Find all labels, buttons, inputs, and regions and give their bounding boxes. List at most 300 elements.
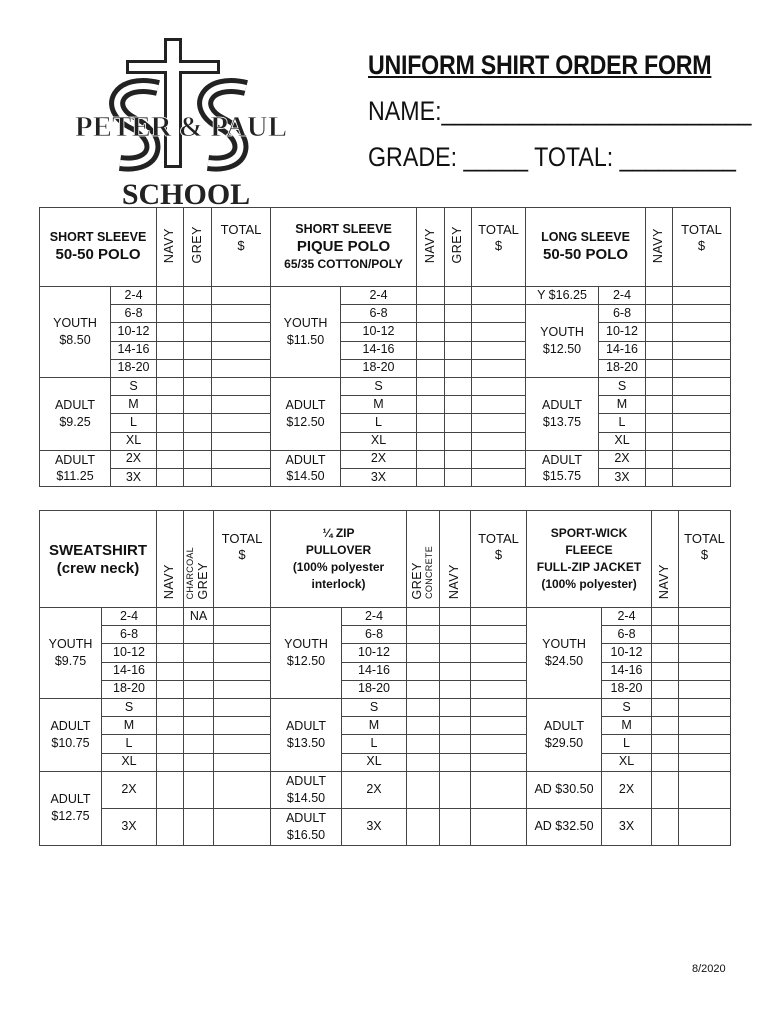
size-label: 2X <box>341 450 417 468</box>
total-cell[interactable] <box>472 396 526 414</box>
qty-grey-cell[interactable] <box>184 432 212 450</box>
total-cell[interactable] <box>212 359 271 377</box>
qty-navy-cell[interactable] <box>646 414 673 432</box>
qty-grey-cell[interactable] <box>407 808 440 845</box>
qty-grey-cell[interactable] <box>445 396 472 414</box>
total-cell[interactable] <box>679 608 731 626</box>
qty-navy-cell[interactable] <box>440 644 471 662</box>
total-cell[interactable] <box>471 608 527 626</box>
sweatshirt-adult-group <box>40 698 102 771</box>
qty-navy-cell[interactable] <box>646 432 673 450</box>
total-cell[interactable] <box>212 414 271 432</box>
qty-grey-cell[interactable] <box>184 377 212 395</box>
sweatshirt-total-header: TOTAL $ <box>214 511 271 608</box>
pique-youth-group <box>271 287 341 378</box>
qty-grey-cell[interactable] <box>184 323 212 341</box>
size-label: 18-20 <box>342 680 407 698</box>
total-cell[interactable] <box>673 377 731 395</box>
qty-navy-cell[interactable] <box>157 644 184 662</box>
name-field[interactable]: NAME:________________________ <box>368 96 752 126</box>
qty-grey-cell[interactable] <box>445 341 472 359</box>
table-row <box>40 698 731 716</box>
qty-navy-cell[interactable] <box>652 680 679 698</box>
group-price: $13.75 <box>542 414 582 429</box>
table-row <box>40 662 731 680</box>
qty-grey-cell[interactable] <box>445 377 472 395</box>
qty-grey-cell[interactable] <box>184 450 212 468</box>
size-label: 3X <box>102 808 157 845</box>
quarter-zip-grey-concrete-header: GREY CONCRETE <box>407 511 440 608</box>
qty-navy-cell[interactable] <box>440 662 471 680</box>
qty-grey-cell[interactable] <box>445 359 472 377</box>
qty-grey-cell[interactable] <box>407 698 440 716</box>
qty-navy-cell[interactable] <box>157 450 184 468</box>
size-label: M <box>599 396 646 414</box>
size-label: 3X <box>599 468 646 486</box>
qty-navy-cell[interactable] <box>652 698 679 716</box>
group-label: ADULT <box>543 718 585 733</box>
total-cell[interactable] <box>214 626 271 644</box>
size-label: 2-4 <box>111 287 157 305</box>
size-label: 2-4 <box>341 287 417 305</box>
size-label: 14-16 <box>102 662 157 680</box>
size-label: 6-8 <box>602 626 652 644</box>
group-label: ADULT <box>285 718 327 733</box>
total-cell[interactable] <box>472 341 526 359</box>
qty-navy-cell[interactable] <box>646 468 673 486</box>
qty-grey-cell[interactable] <box>407 753 440 771</box>
qty-grey-cell[interactable] <box>407 644 440 662</box>
size-label: XL <box>599 432 646 450</box>
total-cell[interactable] <box>472 468 526 486</box>
quarter-zip-total-header: TOTAL $ <box>471 511 527 608</box>
qty-navy-cell[interactable] <box>646 396 673 414</box>
total-cell[interactable] <box>212 432 271 450</box>
qty-navy-cell[interactable] <box>440 626 471 644</box>
qty-navy-cell[interactable] <box>440 698 471 716</box>
size-label: M <box>342 717 407 735</box>
qty-navy-cell[interactable] <box>417 432 445 450</box>
size-label: XL <box>111 432 157 450</box>
table-row <box>40 808 731 845</box>
table-row <box>40 735 731 753</box>
qty-grey-cell[interactable] <box>407 771 440 808</box>
qty-navy-cell[interactable] <box>440 735 471 753</box>
qty-charcoal-cell[interactable] <box>184 717 214 735</box>
qty-navy-cell[interactable] <box>417 359 445 377</box>
size-label: 3X <box>342 808 407 845</box>
total-cell[interactable] <box>471 680 527 698</box>
size-label: S <box>602 698 652 716</box>
qty-navy-cell[interactable] <box>652 753 679 771</box>
group-price: $12.50 <box>286 414 325 429</box>
total-cell[interactable] <box>673 432 731 450</box>
size-label: M <box>602 717 652 735</box>
total-cell[interactable] <box>673 323 731 341</box>
ls-youth-group <box>526 305 599 378</box>
group-label: ADULT <box>50 718 91 733</box>
qty-navy-cell[interactable] <box>440 608 471 626</box>
table-row <box>40 377 731 395</box>
pique-polo-grey-header: GREY <box>445 208 472 287</box>
table-row <box>40 771 731 808</box>
qty-navy-cell[interactable] <box>652 644 679 662</box>
qty-grey-cell[interactable] <box>184 468 212 486</box>
size-label: XL <box>342 753 407 771</box>
table-row <box>40 359 731 377</box>
qty-navy-cell[interactable] <box>157 414 184 432</box>
ls-youth-first-price: Y $16.25 <box>526 287 599 305</box>
grade-total-field[interactable]: GRADE: _____ TOTAL: _________ <box>368 142 736 172</box>
quarter-zip-header: ¼ ZIP PULLOVER (100% polyester interlock) <box>271 511 407 608</box>
qty-charcoal-cell[interactable] <box>184 680 214 698</box>
qty-grey-cell[interactable] <box>184 305 212 323</box>
size-label: M <box>341 396 417 414</box>
total-cell[interactable] <box>214 753 271 771</box>
total-cell[interactable] <box>679 717 731 735</box>
qty-grey-cell[interactable] <box>445 468 472 486</box>
table-row <box>40 323 731 341</box>
qzip-adult-2x-group <box>271 771 342 808</box>
fleece-navy-header: NAVY <box>652 511 679 608</box>
size-label: S <box>342 698 407 716</box>
qty-navy-cell[interactable] <box>652 717 679 735</box>
qty-navy-cell[interactable] <box>417 414 445 432</box>
group-label: YOUTH <box>283 316 328 331</box>
qty-charcoal-cell[interactable] <box>184 698 214 716</box>
total-cell[interactable] <box>472 450 526 468</box>
pique-adult-plus-group <box>271 450 341 486</box>
qty-navy-cell[interactable] <box>646 450 673 468</box>
total-cell[interactable] <box>472 414 526 432</box>
group-price: $11.50 <box>286 332 325 347</box>
total-cell[interactable] <box>679 735 731 753</box>
qty-grey-cell[interactable] <box>407 626 440 644</box>
qty-navy-cell[interactable] <box>417 396 445 414</box>
qty-navy-cell[interactable] <box>157 305 184 323</box>
qty-charcoal-cell[interactable] <box>184 644 214 662</box>
group-label: ADULT <box>54 452 96 467</box>
size-label: S <box>102 698 157 716</box>
table-row <box>40 287 731 305</box>
size-label: 2-4 <box>102 608 157 626</box>
size-label: 2-4 <box>342 608 407 626</box>
group-price: $29.50 <box>544 735 584 750</box>
qty-navy-cell[interactable] <box>157 287 184 305</box>
group-price: $11.25 <box>56 469 94 484</box>
qty-grey-cell[interactable] <box>445 305 472 323</box>
size-label: 2X <box>111 450 157 468</box>
group-label: YOUTH <box>48 637 93 652</box>
qty-grey-cell[interactable] <box>184 396 212 414</box>
qty-navy-cell[interactable] <box>157 662 184 680</box>
total-cell[interactable] <box>214 808 271 845</box>
qty-charcoal-cell[interactable] <box>184 753 214 771</box>
group-label: ADULT <box>285 773 327 788</box>
total-cell[interactable] <box>673 396 731 414</box>
total-cell[interactable] <box>679 626 731 644</box>
sweatshirt-adult-plus-group <box>40 771 102 845</box>
qty-navy-cell[interactable] <box>417 305 445 323</box>
qty-navy-cell[interactable] <box>157 680 184 698</box>
total-cell[interactable] <box>673 305 731 323</box>
qty-navy-cell[interactable] <box>157 808 184 845</box>
total-cell[interactable] <box>673 468 731 486</box>
qty-grey-cell[interactable] <box>445 287 472 305</box>
qty-grey-cell[interactable] <box>445 323 472 341</box>
qty-navy-cell[interactable] <box>646 305 673 323</box>
qty-charcoal-cell[interactable] <box>184 626 214 644</box>
qty-grey-cell[interactable] <box>445 432 472 450</box>
total-cell[interactable] <box>679 771 731 808</box>
fleece-adult-group <box>527 698 602 771</box>
ss-polo-grey-header: GREY <box>184 208 212 287</box>
qty-navy-cell[interactable] <box>157 377 184 395</box>
qty-navy-cell[interactable] <box>417 287 445 305</box>
qty-navy-cell[interactable] <box>157 396 184 414</box>
table-row <box>40 644 731 662</box>
group-price: $16.50 <box>286 827 326 842</box>
qty-navy-cell[interactable] <box>157 717 184 735</box>
qty-grey-cell[interactable] <box>407 717 440 735</box>
qty-navy-cell[interactable] <box>417 450 445 468</box>
revision-date: 8/2020 <box>692 963 726 975</box>
total-cell[interactable] <box>472 323 526 341</box>
total-cell[interactable] <box>472 432 526 450</box>
bottom-order-grid <box>39 510 731 846</box>
size-label: XL <box>102 753 157 771</box>
group-price: $9.75 <box>54 653 87 668</box>
qty-navy-cell[interactable] <box>440 680 471 698</box>
qty-navy-cell[interactable] <box>417 323 445 341</box>
qty-navy-cell[interactable] <box>646 377 673 395</box>
qty-navy-cell[interactable] <box>157 432 184 450</box>
qty-navy-cell[interactable] <box>157 468 184 486</box>
fleece-total-header: TOTAL $ <box>679 511 731 608</box>
qty-navy-cell[interactable] <box>652 626 679 644</box>
total-cell[interactable] <box>471 644 527 662</box>
qty-navy-cell[interactable] <box>652 662 679 680</box>
size-label: 2X <box>342 771 407 808</box>
group-price: $12.75 <box>51 809 90 824</box>
total-cell[interactable] <box>214 608 271 626</box>
size-label: 6-8 <box>111 305 157 323</box>
group-label: YOUTH <box>53 316 97 331</box>
qty-navy-cell[interactable] <box>417 377 445 395</box>
group-price: $9.25 <box>59 414 91 429</box>
size-label: S <box>341 377 417 395</box>
table-row <box>40 680 731 698</box>
qty-navy-cell[interactable] <box>652 735 679 753</box>
qty-navy-cell[interactable] <box>157 359 184 377</box>
total-cell[interactable] <box>214 680 271 698</box>
qty-grey-cell[interactable] <box>445 450 472 468</box>
total-cell[interactable] <box>212 468 271 486</box>
total-cell[interactable] <box>471 771 527 808</box>
qty-navy-cell[interactable] <box>417 468 445 486</box>
size-label: 2-4 <box>599 287 646 305</box>
qzip-adult-group <box>271 698 342 771</box>
total-cell[interactable] <box>472 359 526 377</box>
size-label: 14-16 <box>599 341 646 359</box>
qty-navy-cell[interactable] <box>646 323 673 341</box>
qty-navy-cell[interactable] <box>646 287 673 305</box>
size-label: 2X <box>599 450 646 468</box>
qty-grey-cell[interactable] <box>407 680 440 698</box>
total-cell[interactable] <box>673 359 731 377</box>
qty-navy-cell[interactable] <box>157 771 184 808</box>
total-cell[interactable] <box>212 377 271 395</box>
size-label: 14-16 <box>602 662 652 680</box>
qty-navy-cell[interactable] <box>157 735 184 753</box>
size-label: 14-16 <box>111 341 157 359</box>
total-cell[interactable] <box>472 377 526 395</box>
qty-grey-cell[interactable] <box>184 359 212 377</box>
size-label: L <box>602 735 652 753</box>
qty-grey-cell[interactable] <box>184 414 212 432</box>
qty-navy-cell[interactable] <box>157 323 184 341</box>
total-cell[interactable] <box>472 287 526 305</box>
total-cell[interactable] <box>679 680 731 698</box>
qty-navy-cell[interactable] <box>646 359 673 377</box>
qty-navy-cell[interactable] <box>157 608 184 626</box>
size-label: L <box>111 414 157 432</box>
size-label: 10-12 <box>342 644 407 662</box>
ls-adult-plus-group <box>526 450 599 486</box>
total-cell[interactable] <box>673 287 731 305</box>
group-label: ADULT <box>285 452 326 467</box>
table-row <box>40 396 731 414</box>
total-cell[interactable] <box>673 341 731 359</box>
total-cell[interactable] <box>212 450 271 468</box>
size-label: L <box>599 414 646 432</box>
group-label: ADULT <box>50 792 91 807</box>
size-label: 10-12 <box>602 644 652 662</box>
sweatshirt-youth-group <box>40 608 102 699</box>
group-label: ADULT <box>54 397 96 412</box>
total-cell[interactable] <box>679 753 731 771</box>
total-cell[interactable] <box>214 698 271 716</box>
total-cell[interactable] <box>214 735 271 753</box>
size-label: 6-8 <box>342 626 407 644</box>
group-price: $24.50 <box>544 653 584 668</box>
total-cell[interactable] <box>472 305 526 323</box>
size-label: 14-16 <box>342 662 407 680</box>
group-price: $13.50 <box>286 735 326 750</box>
qty-navy-cell[interactable] <box>417 341 445 359</box>
group-label: YOUTH <box>540 325 584 340</box>
quarter-zip-navy-header: NAVY <box>440 511 471 608</box>
qty-charcoal-cell[interactable] <box>184 735 214 753</box>
size-label: 6-8 <box>599 305 646 323</box>
svg-text:SCHOOL: SCHOOL <box>121 178 251 208</box>
total-cell[interactable] <box>212 396 271 414</box>
total-cell[interactable] <box>214 717 271 735</box>
group-price: $12.50 <box>542 342 582 357</box>
group-label: ADULT <box>285 397 326 412</box>
qty-grey-cell[interactable] <box>184 341 212 359</box>
table-row <box>40 305 731 323</box>
size-label: 10-12 <box>111 323 157 341</box>
total-cell[interactable] <box>679 662 731 680</box>
charcoal-na-note: NA <box>184 608 214 626</box>
qty-navy-cell[interactable] <box>157 753 184 771</box>
size-label: S <box>599 377 646 395</box>
total-cell[interactable] <box>471 717 527 735</box>
form-title: UNIFORM SHIRT ORDER FORM <box>368 50 712 80</box>
total-cell[interactable] <box>679 698 731 716</box>
ss-polo-youth-group <box>40 287 111 378</box>
qty-navy-cell[interactable] <box>157 626 184 644</box>
total-cell[interactable] <box>471 735 527 753</box>
total-cell[interactable] <box>214 644 271 662</box>
total-cell[interactable] <box>471 753 527 771</box>
group-price: $14.50 <box>286 469 325 484</box>
group-label: YOUTH <box>542 637 586 652</box>
qty-navy-cell[interactable] <box>652 771 679 808</box>
total-cell[interactable] <box>679 808 731 845</box>
total-cell[interactable] <box>212 323 271 341</box>
total-cell[interactable] <box>214 662 271 680</box>
total-cell[interactable] <box>673 414 731 432</box>
total-cell[interactable] <box>471 808 527 845</box>
size-label: S <box>111 377 157 395</box>
group-label: ADULT <box>541 452 583 467</box>
total-cell[interactable] <box>212 287 271 305</box>
qty-navy-cell[interactable] <box>440 771 471 808</box>
ss-polo-navy-header: NAVY <box>157 208 184 287</box>
qty-grey-cell[interactable] <box>184 287 212 305</box>
qty-navy-cell[interactable] <box>440 808 471 845</box>
qty-grey-cell[interactable] <box>407 608 440 626</box>
total-cell[interactable] <box>673 450 731 468</box>
qty-charcoal-cell[interactable] <box>184 662 214 680</box>
total-cell[interactable] <box>214 771 271 808</box>
qty-navy-cell[interactable] <box>157 341 184 359</box>
size-label: 18-20 <box>111 359 157 377</box>
qty-navy-cell[interactable] <box>440 753 471 771</box>
table-row <box>40 414 731 432</box>
qty-charcoal-cell[interactable] <box>184 771 214 808</box>
qty-navy-cell[interactable] <box>440 717 471 735</box>
total-cell[interactable] <box>212 305 271 323</box>
qty-navy-cell[interactable] <box>646 341 673 359</box>
qty-grey-cell[interactable] <box>407 662 440 680</box>
total-cell[interactable] <box>212 341 271 359</box>
size-label: 3X <box>111 468 157 486</box>
size-label: 6-8 <box>102 626 157 644</box>
qty-navy-cell[interactable] <box>157 698 184 716</box>
qty-charcoal-cell[interactable] <box>184 808 214 845</box>
size-label: L <box>102 735 157 753</box>
total-cell[interactable] <box>471 626 527 644</box>
qty-grey-cell[interactable] <box>407 735 440 753</box>
qty-navy-cell[interactable] <box>652 808 679 845</box>
total-cell[interactable] <box>471 662 527 680</box>
total-cell[interactable] <box>679 644 731 662</box>
ss-polo-adult-group <box>40 377 111 450</box>
group-label: YOUTH <box>284 637 328 652</box>
qty-navy-cell[interactable] <box>652 608 679 626</box>
total-cell[interactable] <box>471 698 527 716</box>
size-label: 18-20 <box>341 359 417 377</box>
sweatshirt-navy-header: NAVY <box>157 511 184 608</box>
size-label: M <box>111 396 157 414</box>
size-label: 6-8 <box>341 305 417 323</box>
ls-adult-group <box>526 377 599 450</box>
group-price: $15.75 <box>542 469 582 484</box>
qty-grey-cell[interactable] <box>445 414 472 432</box>
